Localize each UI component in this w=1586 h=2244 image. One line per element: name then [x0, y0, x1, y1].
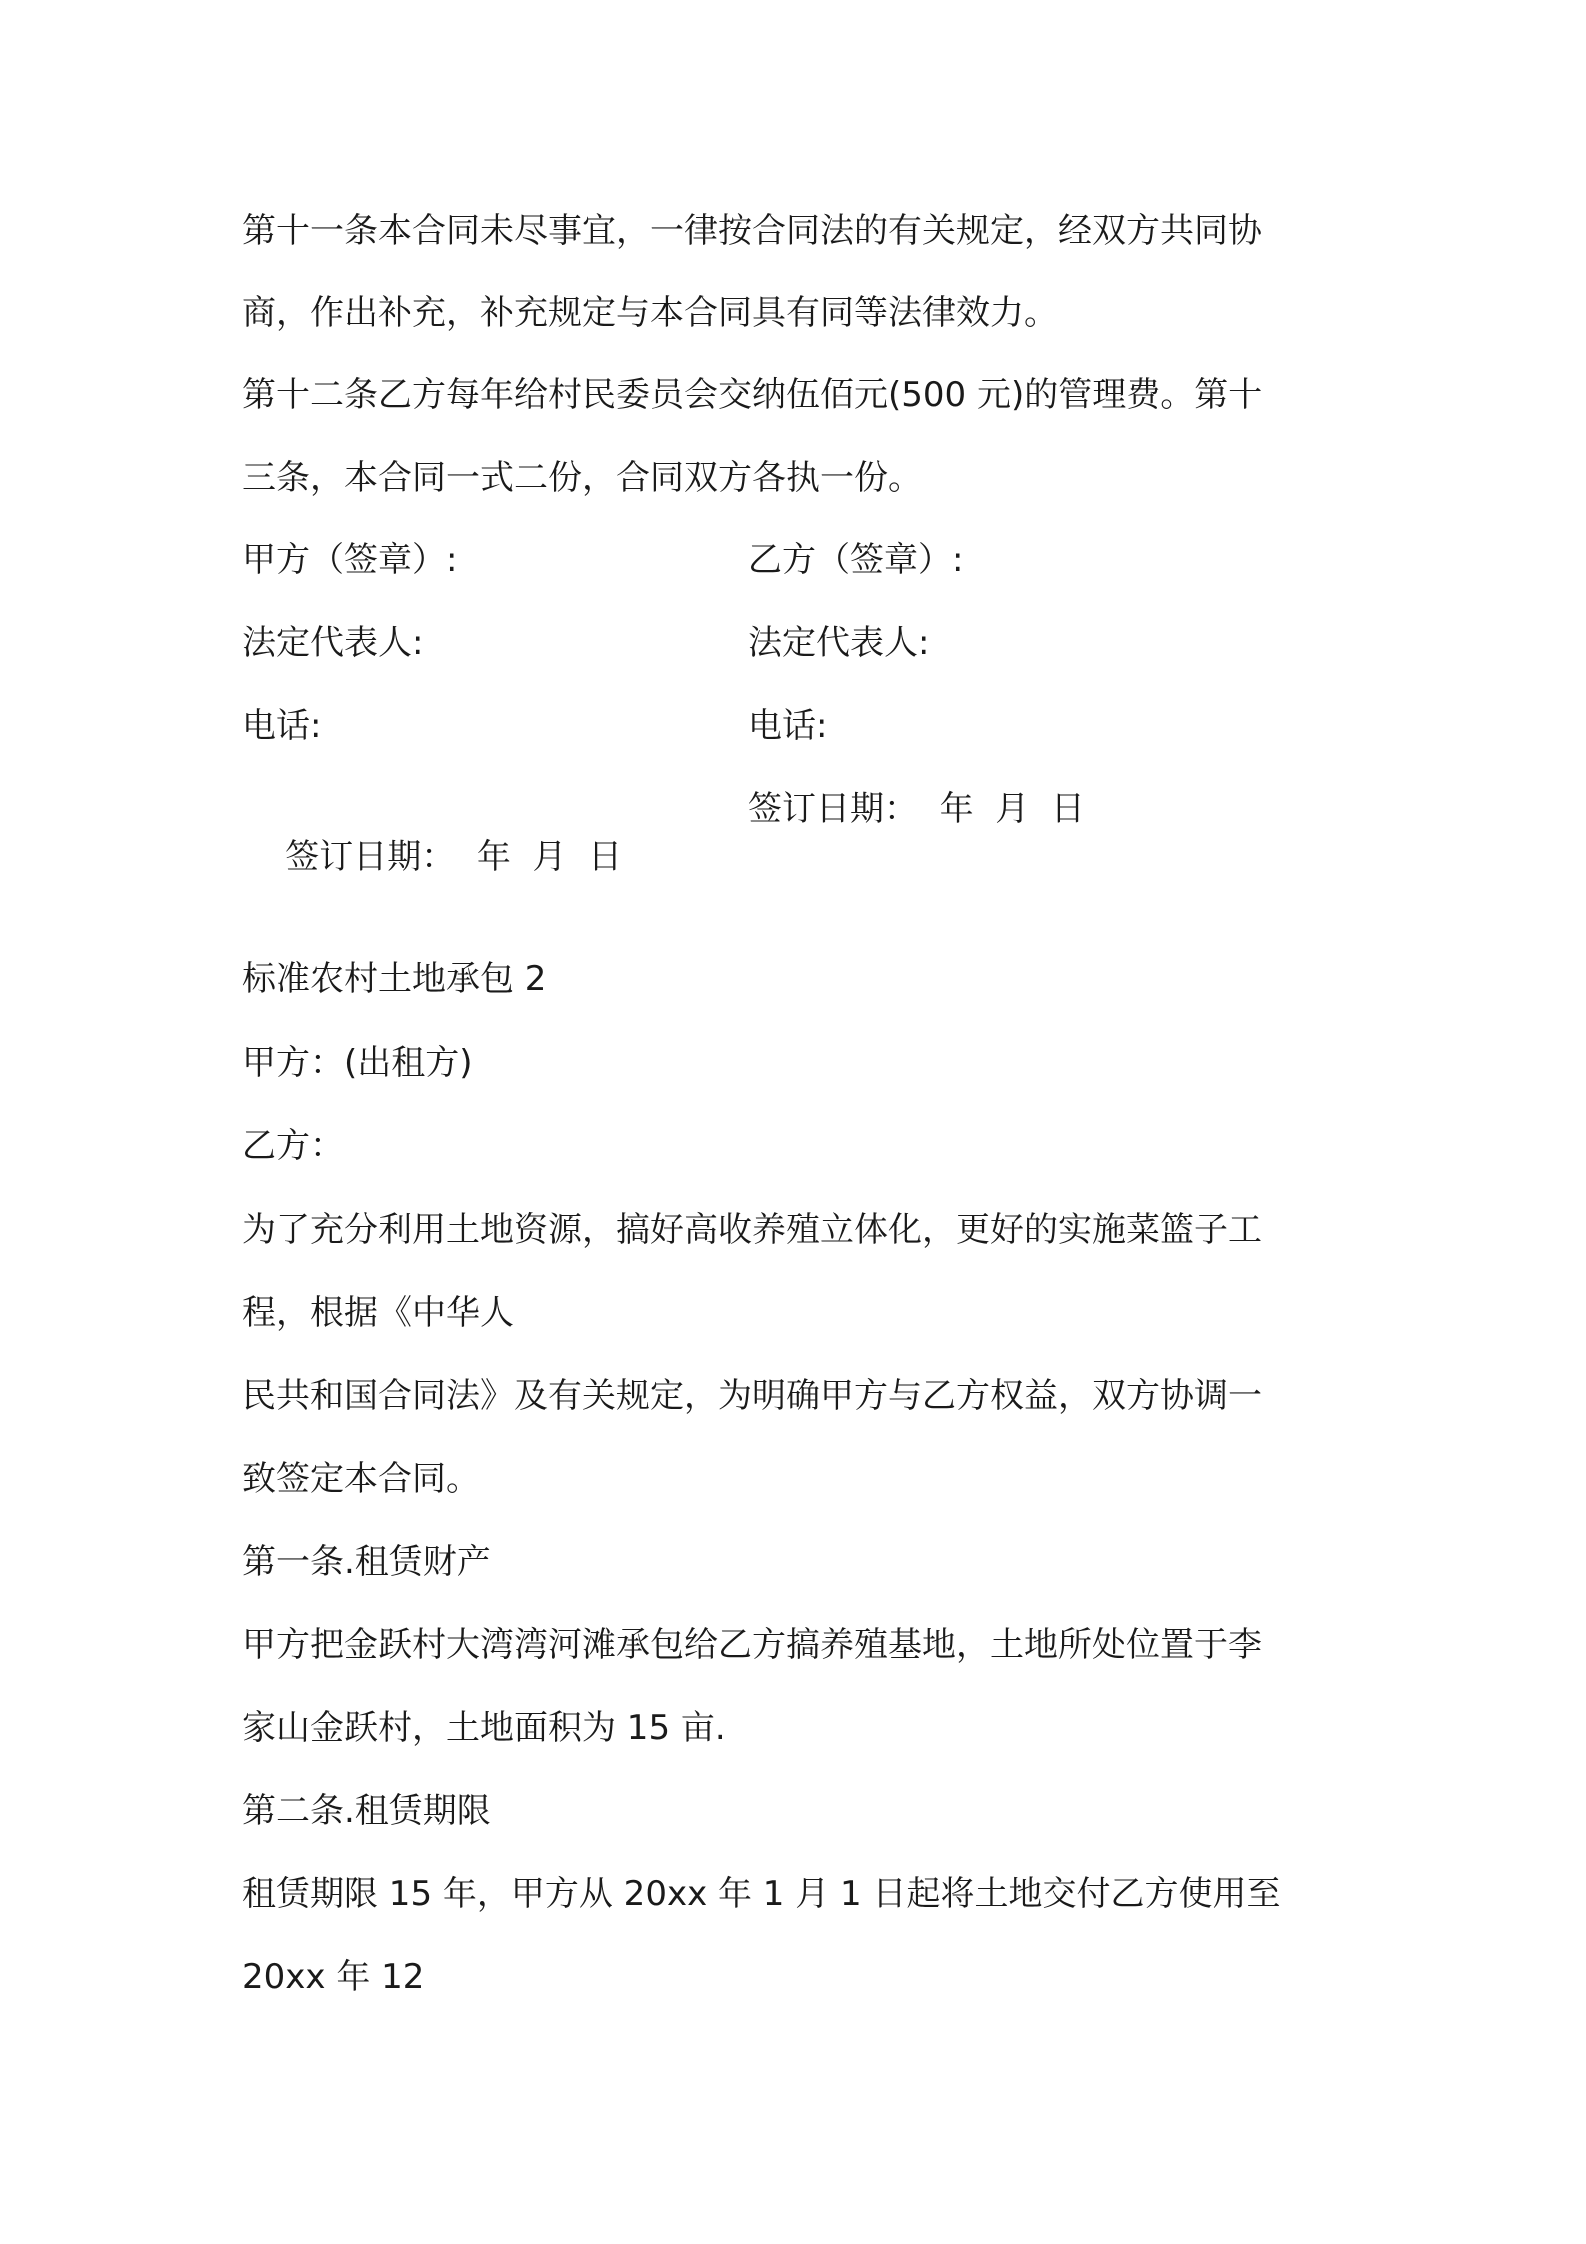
- party-b-seal-label: 乙方（签章）:: [748, 540, 964, 580]
- article-12-line-2: 三条，本合同一式二份，合同双方各执一份。: [242, 458, 922, 498]
- party-b-phone-label: 电话:: [748, 706, 828, 746]
- article-11-line-2: 商，作出补充，补充规定与本合同具有同等法律效力。: [242, 293, 1058, 333]
- party-a-line: 甲方：(出租方): [242, 1043, 473, 1083]
- signature-row-seal: [242, 536, 1362, 584]
- party-b-line: 乙方：: [242, 1126, 344, 1166]
- party-a-phone-label: 电话:: [242, 706, 322, 746]
- article-1-line-1: 甲方把金跃村大湾湾河滩承包给乙方搞养殖基地，土地所处位置于李: [242, 1625, 1262, 1665]
- article-1-heading: 第一条.租赁财产: [242, 1542, 491, 1582]
- party-a-date-label: 签订日期： 年 月 日: [285, 837, 623, 877]
- article-1-line-2: 家山金跃村，土地面积为 15 亩.: [242, 1708, 726, 1748]
- intro-line-3: 民共和国合同法》及有关规定，为明确甲方与乙方权益，双方协调一: [242, 1376, 1262, 1416]
- party-a-representative-label: 法定代表人:: [242, 623, 424, 663]
- signature-row-phone: [242, 702, 1362, 750]
- party-b-date-label: 签订日期： 年 月 日: [748, 789, 1085, 829]
- article-11-line-1: 第十一条本合同未尽事宜，一律按合同法的有关规定，经双方共同协: [242, 211, 1262, 251]
- article-2-line-1: 租赁期限 15 年，甲方从 20xx 年 1 月 1 日起将土地交付乙方使用至: [242, 1874, 1281, 1914]
- article-2-line-2: 20xx 年 12: [242, 1957, 425, 1997]
- intro-line-1: 为了充分利用土地资源，搞好高收养殖立体化，更好的实施菜篮子工: [242, 1210, 1262, 1250]
- party-a-seal-label: 甲方（签章）:: [242, 540, 458, 580]
- intro-line-4: 致签定本合同。: [242, 1459, 480, 1499]
- signature-row-date: [242, 785, 1362, 977]
- section-title: 标准农村土地承包 2: [242, 959, 547, 999]
- signature-row-representative: [242, 619, 1362, 667]
- article-12-line-1: 第十二条乙方每年给村民委员会交纳伍佰元(500 元)的管理费。第十: [242, 375, 1263, 415]
- article-2-heading: 第二条.租赁期限: [242, 1791, 491, 1831]
- intro-line-2: 程，根据《中华人: [242, 1293, 514, 1333]
- party-b-representative-label: 法定代表人:: [748, 623, 930, 663]
